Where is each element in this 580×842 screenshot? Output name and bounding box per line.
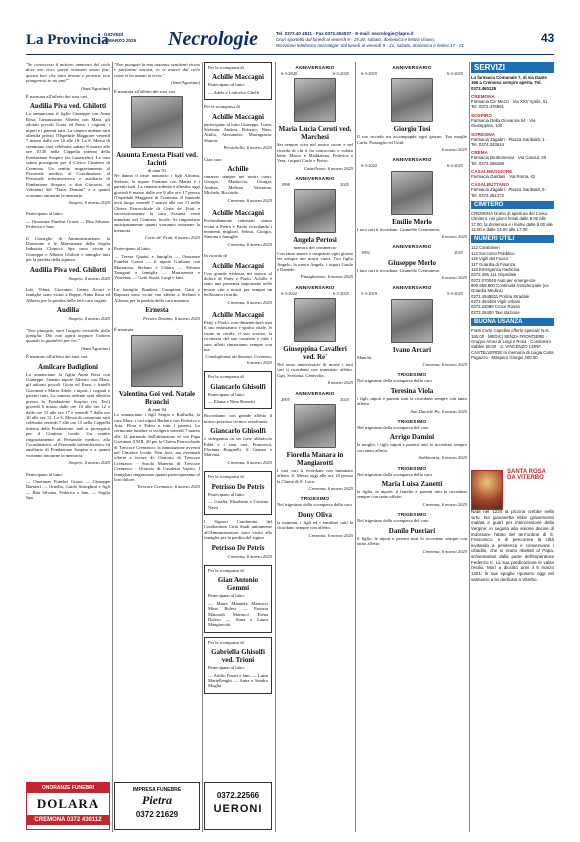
anniversary-notice: ANNIVERSARIO 1992 2025 Giuseppe Merlo I tuoi cari ti ricordano. Grumello Cremonese, 6 marzo 2025 <box>357 245 467 280</box>
deceased-name: Giancarlo Ghisolfi <box>210 427 266 436</box>
section-title: Necrologie <box>168 28 258 50</box>
column-5 <box>357 62 467 832</box>
trigesimo-notice: TRIGESIMO Nel trigesimo della scomparsa del caro Arrigo Damini la moglie, i figli, nipoti e parenti tutti lo ricordano sempre con tanto affetto. Sabbioneta, 6 marzo 2025 <box>357 420 467 461</box>
deceased-name: Giorgio Tosi <box>393 125 431 134</box>
notice: Achille Maccagni Patty e Paolo: non dimenticherò mai il suo entusiasmo e spirito vitale, le risate in cortile, il suo sorriso, la ricchezza del suo carattere e tutti i suoi affetti rimarranno sempre con me. Condoglianze da Simona. Cremona, 6 marzo 2025 <box>204 310 272 365</box>
notice: Per la scomparsa di Giancarlo Ghisolfi Partecipano al lutto: — Eliana e Nino Rossetti <box>204 371 272 409</box>
pharmacy-list: CREMONA Farmacia Ca' Mezzi · Via XXV Aprile, 51 · Tel. 0372.475951 SOSPIRO Farmacia Della Giovanna 54 · Via Giuseppina, 100 SORESINA Farmacia Zagabri · Piazza Garibaldi, 1 · Tel. 0374.343624 CREMA Farmacia Bruttomesso · Via Cavour, 20 · Tel. 0373.256286 CASALMAGGIORE Farmacia Gardani · Via Roma, 42 CASALBUTTANO Farmacia Zagabri · Piazza Garibaldi, 9 · Tel. 0374.361472 <box>471 94 551 198</box>
portrait-photo <box>294 404 336 448</box>
portrait-photo <box>131 335 183 387</box>
notice: Per la scomparsa di Gian Antonio Gemmi Partecipano al lutto: — Maria Manuela Martucci Mina Bolesi — Patrizia Mainardi Martucci Elena Boleso — Anna e Laura Mangiavotti <box>204 565 272 633</box>
services-sidebar <box>471 62 554 442</box>
notice: Per la scomparsa di Gabriella Ghisolfi ved. Trioni Partecipano al lutto: — Attilio Fusari e fam. — Luisa Martellenghi — Anna e Sandro Moglia <box>204 637 272 694</box>
deceased-name: Maria Lucia Ceruti ved. Marchesi <box>278 125 352 142</box>
deceased-name: Assunta Ernesta Pisati ved. Iacinti <box>116 151 198 168</box>
deceased-name: Dony Oliva <box>297 510 333 519</box>
portrait-photo <box>131 96 183 148</box>
anniversary-notice: ANNIVERSARIO 6-3-2019 6-3-2025 Giorgio Tosi Il tuo ricordo mi accompagna ogni giorno. Tua moglie Carla. Pozzaglio ed Uniti, 6 marzo 2025 <box>357 66 467 152</box>
notice: "Non piangete la mia assenza, sentitemi vicino e parlatemi ancora, io vi amerò dal cielo come vi ho amato in terra." (Sant'Agostino) È mancata all'affetto dei suoi cari Assunta Ernesta Pisati ved. Iacinti di anni 91 Ne danno il triste annuncio i figli Alfonsa, Stefano, la nipote Fiamma con Mattia e i parenti tutti. La camera ardente è allestita oggi giovedì 6 marzo dalle ore 9 alle ore 17 presso l'Ospedale Maggiore di Cremona. Il funerale avrà luogo venerdì 7 marzo alle ore 11 nella Chiesa Parrocchiale di Corte de' Frati e successivamente la cara Assunta verrà tumulata nel Cimitero locale. Si ringraziano anticipatamente quanti vorranno onorarne la memoria. Corte de' Frati, 6 marzo 2025 <box>114 62 200 240</box>
column-2 <box>114 62 200 778</box>
notice: È mancata Valentina Goi ved. Natale Branchi di anni 94 Lo annunciano i figli Sergio e Raffaella, la cara Mary, i cari nipoti Barbara con Federico e Aria, Flora e Fabio e tutti i parenti. La cerimonia funebre si svolgerà venerdì 7 marzo alle 14 partendo dall'abitazione in via Papa Giovanni XXIII, 20 per la Chiesa Parrocchiale di Trescore Cremasco; la tumulazione avverrà nel Cimitero locale. Non fiori, ma eventuali offerte a favore di: Oratorio di Trescore Cremasco - Scuola Materna di Trescore Cremasco - Oratorio di Casaletto Vaprio. I famigliari ringraziano quanti parteciperanno al loro dolore. Trescore Cremasco, 6 marzo 2025 <box>114 327 200 490</box>
deceased-name: Petrisso De Petris <box>211 543 265 552</box>
pharmacy-intro: La farmacia Comunale 7, di via Dante 166 a Cremona sempre aperta. Tel. 0372.460135 <box>471 75 547 91</box>
cimitero-text: CREMONA Orario di apertura del Civico Cimitero: nei giorni feriali dalle 8.00 alle 17.00, la domenica e i festivi dalle 8.00 alle 12.00 e dalle 14.00 alle 17.00. <box>471 211 553 233</box>
ad-dolara: ONORANZE FUNEBRI DOLARA CREMONA 0372 430112 <box>26 782 110 830</box>
portrait-photo <box>294 298 336 342</box>
notice: Partecipano al lutto: — Teresa Quaini e famiglia — Onoranze Funebri Grassi — il nipote Giuliano con Mariarosa, Stefano e Chiara — Silvano Tarugoni e famiglia — Mariateresa e Vincenzo — Gatti Sonia, Luigi e fam. <box>114 246 200 281</box>
saint-title: SANTA ROSA DA VITERBO <box>507 469 546 481</box>
notice: Achille Maccagni Profondamente rattristati siamo vicini a Pietro e Paolo ricordando i momenti migliori. Selma, Giorgio, Simona e famiglie. Cremona, 6 marzo 2025 <box>204 209 272 247</box>
buona-usanza-text: Fratti Carlo Capellini offerte speciali: N.N. 150.00 · MEDICI SENZA FRONTIERE · Gruppo Amici di Luigi e Rosa · Condomini Sabbie 50.00 · S. VINCENZO CONF. CASTELVERDE In memoria di Luigia Carla Pugazzo · Maspero Giorgio 200.00 <box>471 328 554 360</box>
deceased-name: Teresina Viola <box>390 386 434 395</box>
trigesimo-notice: TRIGESIMO Nel trigesimo della scomparsa della cara Maria Luisa Zanetti la figlia, la nipote, il fratello e parenti tutti la ricordano sempre con tanto affetto. Cremona, 6 marzo 2025 <box>357 466 467 507</box>
notice: Ricordiamo con grande affetto il nostro prezioso tecnico ortodonzia Giancarlo Ghisolfi e stringiamo in un forte abbraccio Edda e i suoi cari. Francesca, Floriana Brugnelli, il Gianna e Malvina. Cremona, 6 marzo 2025 <box>204 413 272 465</box>
notice: Per la scomparsa di Achille Maccagni Partecipano al lutto: — Adele e Lodovico Ghelfi <box>204 62 272 100</box>
notice: Per la scomparsa di Achille Maccagni partecipano al lutto Giuseppe, Luisa, Stefania, Andrea, Roberto, Nino, Attilia, Alessandro, Mariagrazia, Sharon. Persichello, 6 marzo 2025 <box>204 104 272 151</box>
anniversary-notice: ANNIVERSARIO 5-3-2019 5-3-2025 Ivano Arcari Manchi. Cremona, 6 marzo 2025 <box>357 286 467 367</box>
deceased-name: Audilia Piva ved. Ghilotti <box>29 102 107 111</box>
notice: "Non piangete, sarò l'angelo invisibile della famiglia. Dio non agirà neppure l'attimo quando io guarderò per voi." (Sant'Agostino) È mancato all'affetto dei suoi cari Amilcare Badiglioni Lo annunciano la figlia Anna Rosa con Giuseppe, l'amato nipote Alberto con Mara, gli adorati piccoli Gioia ed Enea, i fratelli Giovanni e Maria Adele, i nipoti, i cognati e parenti tutti. La camera ardente sarà allestita presso la Fondazione Sospiro (ex Tesi) giovedì 6 marzo dalle ore 10 alle ore 12 e dalle ore 15 alle ore 17 e venerdì 7 dalle ore 10 alle ore 12. La S. Messa di commiato sarà celebrata venerdì 7 alle ore 15 nella Cappella interna della Fondazione, indi si proseguirà per il Cimitero locale. Un sentito ringraziamento al Personale medico, alla Coordinatrice, al Personale infermieristico ed ausiliario di Fondazione Sospiro e a quanti vorranno onorarne la memoria. Sospiro, 6 marzo 2025 <box>26 327 110 466</box>
buona-usanza-title: BUONA USANZA <box>471 318 554 326</box>
column-divider <box>202 62 203 832</box>
deceased-name: Ivano Arcari <box>392 345 432 354</box>
notice: "Se conoscessi il mistero immenso del cielo dove ora vivo, questi orizzonti senza fine, questa luce che tutto investe e penetra, non piangeresti se mi ami!" (Sant'Agostino) È mancata all'affetto dei suoi cari Audilia Piva ved. Ghilotti Lo annunciano il figlio Giuseppe con Anna Rosa, l'amatissimo Alberto con Mara, gli adorati piccoli Gioia ed Enea, i cognati, i nipoti e i parenti tutti. La camera ardente sarà allestita presso l'Ospedale Maggiore venerdì 7 marzo dalle ore 10 alle 18. La S. Messa di commiato sarà celebrata sabato 8 marzo alle ore 10.30 nella Cappella interna della Fondazione Sospiro (ex Lazzaretto). La cara salma proseguirà per il Civico Cimitero di Cremona. Un sentito ringraziamento al Personale medico, al Coordinatore, al Personale infermieristico e ausiliario di Fondazione Sospiro, a don Giacomo, ai Volontari del "Duos Domini" e a quanti vorranno onorarne la memoria. Sospiro, 6 marzo 2025 <box>26 62 110 205</box>
header-rule <box>26 54 554 55</box>
anniversary-notice: ANNIVERSARIO 6-3-2022 6-3-2025 Giuseppina Cavalleri ved. Re' Nel terzo anniversario di morte i tuoi cari ti ricordano con immutato affetto. Ugo, Svetlana. Genivolta, 6 marzo 2025 <box>277 285 353 386</box>
notice: Partecipano al lutto: — Onoranze Funebri Grassi — Giuseppe Barbieri — Ornella, Guido Stringhini e figli — Rita Silvana, Federico e fam. — Soglia Spa <box>26 471 110 501</box>
deceased-name: Amilcare Badiglioni <box>38 362 98 371</box>
anniversary-notice: ANNIVERSARIO 6-3-2020 6-3-2025 Maria Lucia Ceruti ved. Marchesi Sei sempre viva nel nostro cuore e nel ricordo di chi ti ha conosciuto e voluto bene. Marco e Maddalena, Federica e Vera, i nipoti Carlo e Pietro. Castelleone, 6 marzo 2025 <box>277 66 353 171</box>
numeri-list: 112 Carabinieri 113 Soccorso Pubblico 115 Vigili del Fuoco 117 Guardia di Finanza 118 Emergenza medicina 0372.405 111 Ospedale 0372.070040 Aiuti per emergenze 800.658.800 Continuità Assistenziale (ex Guardia Medica) 0372.4549811 Polizia Stradale 0372.454484 Vigili Urbani 0372.22080 Croce Rossa 0372.26400 Taxi stazione <box>471 245 549 315</box>
portrait-photo <box>391 78 433 122</box>
deceased-name: Achille <box>227 165 249 174</box>
portrait-photo <box>294 189 336 233</box>
notice: Per la scomparsa di Petrisso De Petris Partecipano al lutto: — Gisella, Elisabetta e Cristina Nassi <box>204 471 272 515</box>
notice: Ciao caro Achille rimarrai sempre nei nostri cuori. Giorgio, Mariuccia, Giorgia, Andrea, Melissa, Valentina, Michela, Riccardo. Cremona, 6 marzo 2025 <box>204 156 272 203</box>
anniversary-notice: ANNIVERSARIO 1998 2025 Angela Pertosi maestra del commercio Con tanto amore e rimpianto ogni giorno sei sempre nei nostri cuori. Tuo figlio Angelo, la nuora Angela, i nipoti Guido e Daniele. Pizzighettone, 6 marzo 2025 <box>277 177 353 280</box>
column-4 <box>277 62 353 832</box>
deceased-name: Petrisso De Petris <box>211 482 265 491</box>
notice: Partecipano al lutto: — Onoranze Funebri Grassi — Rita Silvana, Federico e fam. <box>26 211 110 230</box>
deceased-name: Angela Pertosi <box>293 236 337 245</box>
trigesimo-notice: TRIGESIMO Nel trigesimo della scomparsa della cara Dony Oliva la mamma, i figli ed i familiari tutti la ricordano sempre con affetto. Cremona, 6 marzo 2025 <box>277 497 353 538</box>
ad-ueroni: 0372.22566 UERONI <box>204 782 272 830</box>
issue-date: GIOVEDÌ 6 MARZO 2025 <box>104 32 137 43</box>
deceased-name: Giuseppe Merlo <box>387 258 437 267</box>
saint-of-day <box>471 466 554 832</box>
portrait-photo <box>294 78 336 122</box>
column-1 <box>26 62 110 778</box>
notice: Iole, Vilma, Giovanni, Geana Arcari e famiglie sono vicini a Beppe, Anna Rosa ed Alberto per la perdita della loro cara cugina Audilia Sospiro, 6 marzo 2025 <box>26 287 110 322</box>
notice: Le famiglie Bandera, Compiani, Gatti e Rapuzzi sono vicini con affetto a Stefano e Alfonsa per la perdita della cara mamma Ernesta Persico Dosimo, 6 marzo 2025 <box>114 286 200 321</box>
trigesimo-notice: TRIGESIMO Nel trigesimo della scomparsa del caro Danilo Pueriari il figlio, le nipoti e parenti tutti lo ricordano sempre con tanto affetto. Cremona, 6 marzo 2025 <box>357 513 467 554</box>
deceased-name: Gian Antonio Gemmi <box>217 576 259 593</box>
trigesimo-notice: TRIGESIMO Nel trigesimo della scomparsa della cara Teresina Viola i figli, nipoti e parenti tutti la ricordano sempre con tanto affetto. San Daniele Po, 6 marzo 2025 <box>357 373 467 414</box>
column-divider <box>469 62 470 832</box>
deceased-name: Gabriella Ghisolfi ved. Trioni <box>211 648 265 665</box>
deceased-name: Achille Maccagni <box>212 73 264 82</box>
notice: I Signori Condomini del Condominio Città Studi unitamente all'Amministratore sono vicini alla famiglia per la perdita del signor Petrisso De Petris Cremona, 6 marzo 2025 <box>204 518 272 559</box>
deceased-name: Audilia Piva ved. Ghilotti <box>29 265 107 274</box>
contact-info: Tel. 0372.40 4511 · Fax 0372.404537 · E-mail: necrologie@lapro.it Orari sportello dal lunedì al venerdì 9 - 19.30, sabato, domenica e festivi chiuso. Ricezione telefonica necrologie: dal lunedì al venerdì 9 - 21, sabato, domenica e festivi 17 - 21 <box>276 31 464 48</box>
deceased-name: Audilia <box>56 306 80 315</box>
page-number: 43 <box>541 31 555 45</box>
anniversary-notice: ANNIVERSARIO 6-3-2022 6-3-2025 Emilio Merlo I tuoi cari ti ricordano. Grumello Cremonese, 6 marzo 2025 <box>357 158 467 239</box>
numeri-title: NUMERI UTILI <box>471 235 554 243</box>
deceased-name: Achille Maccagni <box>212 310 264 319</box>
notice: Il Consiglio di Amministrazione, la Direzione e le Maestranze della Soglia Industria Chimica Spa sono vicini a Giuseppe e Alberto Ghilotti e famiglie tutti per la perdita della signora Audilia Piva ved. Ghilotti Sospiro, 6 marzo 2025 <box>26 235 110 281</box>
deceased-name: Ernesta <box>145 305 169 314</box>
deceased-name: Achille Maccagni <box>212 209 264 218</box>
deceased-name: Achille Maccagni <box>212 112 264 121</box>
column-divider <box>112 62 113 832</box>
anniversary-notice: ANNIVERSARIO 2005 2025 Fiorella Manara in Mangiarotti I tuoi cari ti ricordano con immutato affetto. S. Messa oggi alle ore 18 presso la Chiesa di S. Luca. Cremona, 6 marzo 2025 <box>277 391 353 492</box>
newspaper-logo: La Provincia <box>26 32 109 48</box>
deceased-name: Maria Luisa Zanetti <box>381 480 443 489</box>
deceased-name: Valentina Goi ved. Natale Branchi <box>118 389 196 406</box>
deceased-name: Arrigo Damini <box>389 433 435 442</box>
page-header <box>0 0 580 56</box>
ad-pietra: IMPRESA FUNEBRE Pietra 0372 21629 <box>114 782 200 830</box>
column-divider <box>275 62 276 832</box>
deceased-name: Giuseppina Cavalleri ved. Re' <box>283 345 347 362</box>
deceased-name: Giancarlo Ghisolfi <box>210 382 266 391</box>
portrait-photo <box>391 171 433 215</box>
deceased-name: Danilo Pueriari <box>388 526 436 535</box>
deceased-name: Achille Maccagni <box>212 261 264 270</box>
cimitero-title: CIMITERO <box>471 201 554 209</box>
column-3 <box>204 62 272 778</box>
services-title: SERVIZI <box>471 62 554 73</box>
saint-text: Nata nel 1234 la piccina crebbe nella virtù. Da giovanetta ebbe gravemente malata e guarì per intercessione della Vergine; in seguito alla visione decise di indossare l'abito del terz'ordine di S. Francesco, e di percorrere la città invitando a penitenza e conversione i cittadini, che si erano ribellati al Papa, schierandosi dalla parte dell'imperatore Federico II. La sua predicazione le valse l'esilio. Morì a diciotto anni il 6 marzo 1251; le sue spoglie riposano oggi nel santuario a lei dedicato a Viterbo. <box>471 509 554 582</box>
deceased-name: Fiorella Manara in Mangiarotti <box>286 450 344 467</box>
column-divider <box>355 62 356 832</box>
deceased-name: Emilio Merlo <box>392 217 432 226</box>
portrait-photo <box>391 299 433 343</box>
notice: In ricordo di Achille Maccagni Con grande tristezza mi unisco al dolore di Patty e Paolo. Achille è stato una presenza importante nelle nostre vite e nostri per sempre un bellissimo ricordo. Cremona, 6 marzo 2025 <box>204 253 272 305</box>
